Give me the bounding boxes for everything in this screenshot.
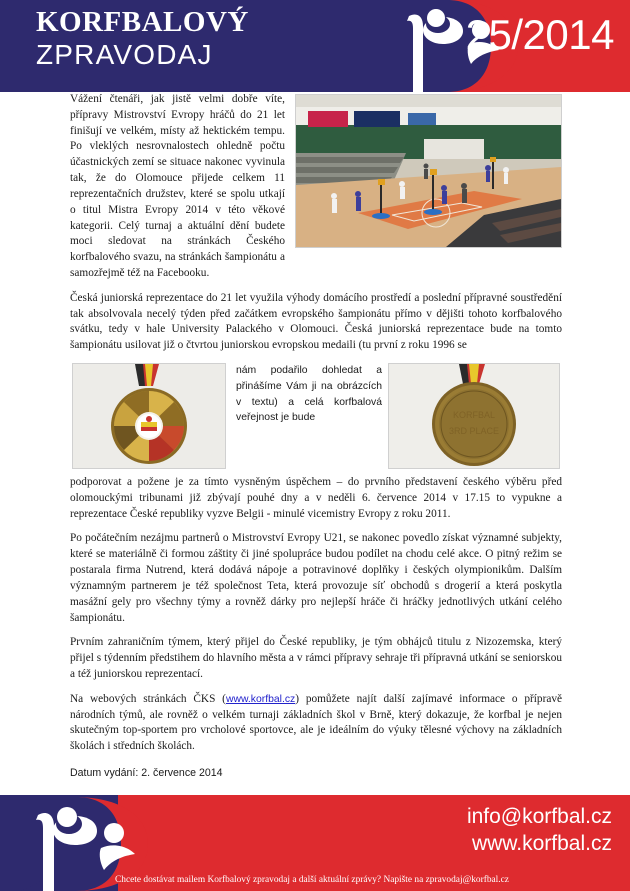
paragraph-support: podporovat a požene je za tímto vysněným úspěchem – do prvního představení českého výběru před olomouckými tribunami již zbývají pouhé dny a v neděli 6. července 2014 v 17.15 to vypukne a reprezentace České republiky vyzve Belgii - minulé vicemistry Evropy z roku 2011.	[70, 476, 562, 520]
footer-subscribe-note: Chcete dostávat mailem Korfbalový zpravodaj a další aktuální zprávy? Napište na zpravodaj@korfbal.cz	[115, 875, 509, 885]
newsletter-title-line1: KORFBALOVÝ	[36, 6, 249, 38]
sports-hall-photo	[295, 94, 562, 248]
website-text-after: ) pomůžete najít další zajímavé informace o přípravě národních týmů, ale rovněž o velkém turnaji základních škol v Brně, který dokazuje, že korfbal je nejen skutečným top-sportem pro vrcholové sportovce, ale je ideálním do výuky tělesné výchovy na základních školách i středních školách.	[70, 692, 563, 753]
page-footer	[0, 795, 630, 891]
medal-front-photo	[72, 363, 226, 469]
website-text-before: Na webových stránkách ČKS (	[70, 692, 226, 705]
header-title-block	[36, 7, 249, 72]
paragraph-website	[70, 692, 562, 755]
paragraph-intro: Vážení čtenáři, jak jistě velmi dobře víte, přípravy Mistrovství Evropy hráčů do 21 let finišují ve velkém, místy až hektickém tempu. Po vleklých nesrovnalostech ohledně počtu účastnických zemí se situace nakonec vyvinula tak, že do Olomouce přijede celkem 11 reprezentačních družstev, které se spolu utkají o titul Mistra Evropy 2014 v této věkové kategorii. Celý turnaj a aktuální dění budete moci sledovat na stránkách Českého korfbalového svazu, na stránkách šampionátu a samozřejmě též na Facebooku.	[70, 93, 285, 279]
newsletter-title-line2: ZPRAVODAJ	[36, 39, 213, 71]
paragraph-junior-team: Česká juniorská reprezentace do 21 let využila výhody domácího prostředí a poslední přípravné soustředění tak absolvovala necelý týden před začátkem evropského šampionátu přímo v dějišti tohoto korfbalového svátku, tedy v hale University Palackého v Olomouci. Česká juniorská reprezentace bude na tomto šampionátu usilovat již o čtvrtou juniorskou evropskou medaili (tu první z roku 1996 se	[70, 291, 562, 352]
page-header	[0, 0, 630, 92]
footer-website[interactable]: www.korfbal.cz	[471, 832, 612, 856]
text-column	[70, 92, 562, 779]
footer-contacts	[467, 803, 612, 858]
document-content	[0, 92, 630, 795]
svg-text:KORFBAL: KORFBAL	[452, 410, 496, 420]
medal-back-photo	[388, 363, 560, 469]
paragraph-partners: Po počátečním nezájmu partnerů o Mistrovství Evropy U21, se nakonec povedlo získat významné subjekty, které se materiálně či formou záštity či jiné spolupráce budou podílet na chodu celé akce. O pitný režim se postarala firma Nutrend, která dodává nápoje a potravinové doplňky i českých olympionikům. Dalším významným partnerem je též společnost Teta, která provozuje síť obchodů s drogerií a která poskytla masážní gely pro všechny týmy a rovněž dárky pro nejlepší hráče či hráčky jednotlivých utkání celého šampionátu.	[70, 532, 562, 624]
paragraph-netherlands: Prvním zahraničním týmem, který přijel do České republiky, je tým obhájců titulu z Nizozemska, který přijel s týdenním předstihem do hlavního města a v rámci přípravy sehraje tři přípravná utkání se seniorskou a též juniorskou reprezentací.	[70, 636, 562, 680]
medal-images-row	[70, 363, 562, 469]
svg-text:3RD PLACE: 3RD PLACE	[448, 426, 500, 436]
issue-number: 25/2014	[465, 11, 614, 58]
korfbal-cz-link[interactable]: www.korfbal.cz	[225, 693, 296, 705]
medal-inline-text: nám podařilo dohledat a přinášíme Vám ji na obrázcích v textu) a celá korfbalová veřejnost je bude	[236, 365, 382, 424]
footer-email[interactable]: info@korfbal.cz	[466, 805, 612, 828]
publication-date: Datum vydání: 2. července 2014	[70, 767, 223, 779]
